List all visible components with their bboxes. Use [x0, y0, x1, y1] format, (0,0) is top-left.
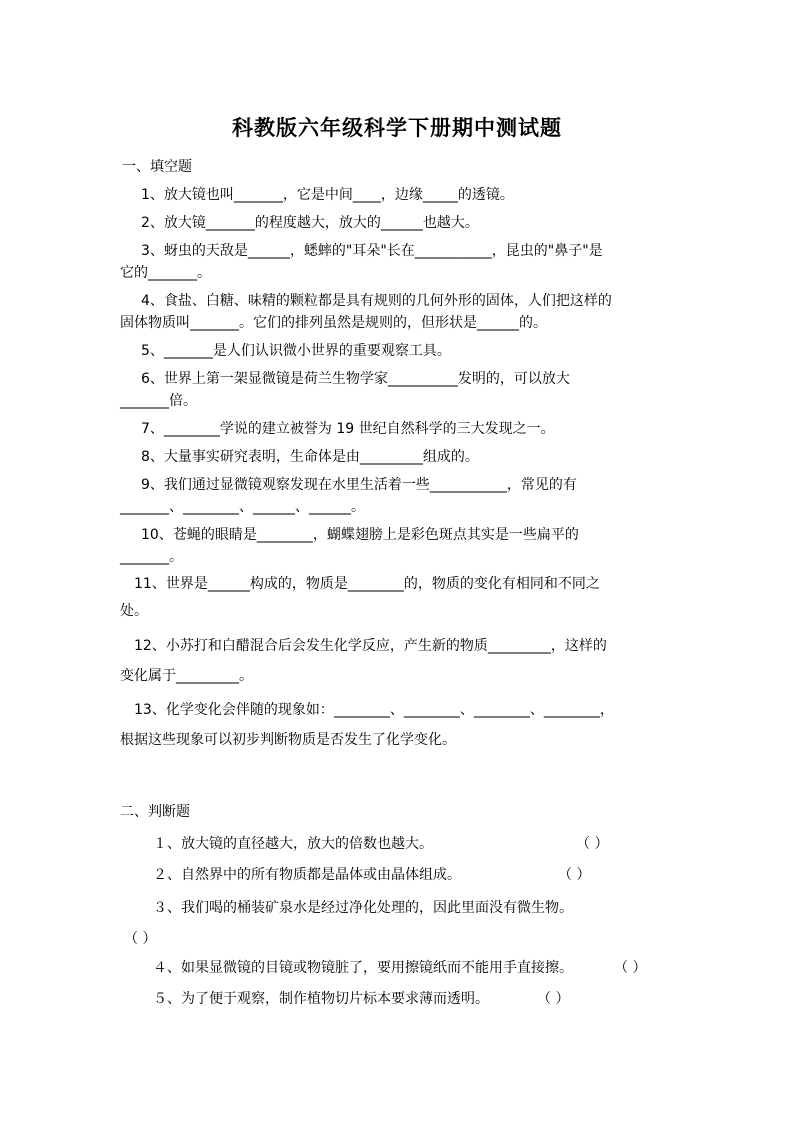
fill-blank-line: 5、_______是人们认识微小世界的重要观察工具。 [141, 343, 451, 359]
fill-blank-line: 7、________学说的建立被誉为 19 世纪自然科学的三大发现之一。 [141, 421, 555, 437]
fill-blank-line: _______倍。 [120, 393, 197, 409]
answer-bracket: （ ） [576, 836, 609, 852]
fill-blank-line: 变化属于_________。 [120, 668, 253, 684]
fill-blank-line: 6、世界上第一架显微镜是荷兰生物学家__________发明的，可以放大 [141, 371, 570, 387]
section-heading-true-false: 二、判断题 [120, 804, 190, 820]
fill-blank-line: 13、化学变化会伴随的现象如：________、________、________、________， [134, 702, 614, 718]
fill-blank-line: 它的_______。 [120, 265, 211, 281]
fill-blank-line: 8、大量事实研究表明，生命体是由_________组成的。 [141, 449, 479, 465]
true-false-item: ２、自然界中的所有物质都是晶体或由晶体组成。 [153, 867, 461, 883]
true-false-item: ３、我们喝的桶装矿泉水是经过净化处理的，因此里面没有微生物。 [153, 900, 573, 916]
answer-bracket: （ ） [124, 931, 157, 947]
true-false-item: １、放大镜的直径越大，放大的倍数也越大。 [153, 836, 433, 852]
fill-blank-line: 处。 [120, 603, 148, 619]
fill-blank-line: 固体物质叫_______。它们的排列虽然是规则的，但形状是______的。 [120, 315, 547, 331]
fill-blank-line: 10、苍蝇的眼睛是________，蝴蝶翅膀上是彩色斑点其实是一些扁平的 [141, 527, 579, 543]
fill-blank-line: 2、放大镜_______的程度越大，放大的______也越大。 [141, 215, 479, 231]
section-heading-fill-blank: 一、填空题 [122, 159, 192, 175]
true-false-item: ４、如果显微镜的目镜或物镜脏了，要用擦镜纸而不能用手直接擦。 [153, 960, 573, 976]
fill-blank-line: 1、放大镜也叫_______，它是中间____，边缘_____的透镜。 [141, 187, 514, 203]
fill-blank-line: 11、世界是______构成的，物质是________的，物质的变化有相同和不同之 [134, 576, 600, 592]
fill-blank-line: 3、蚜虫的天敌是______，蟋蟀的"耳朵"长在___________，昆虫的"鼻子"是 [141, 243, 603, 259]
fill-blank-line: 12、小苏打和白醋混合后会发生化学反应，产生新的物质_________，这样的 [134, 638, 607, 654]
fill-blank-line: _______。 [120, 549, 183, 565]
answer-bracket: （ ） [558, 867, 591, 883]
answer-bracket: （ ） [614, 960, 647, 976]
fill-blank-line: 9、我们通过显微镜观察发现在水里生活着一些___________，常见的有 [141, 477, 577, 493]
fill-blank-line: 4、食盐、白糖、味精的颗粒都是具有规则的几何外形的固体，人们把这样的 [141, 293, 612, 309]
true-false-item: ５、为了便于观察，制作植物切片标本要求薄而透明。 [153, 991, 489, 1007]
fill-blank-line: 根据这些现象可以初步判断物质是否发生了化学变化。 [120, 732, 456, 748]
answer-bracket: （ ） [537, 991, 570, 1007]
fill-blank-line: _______、________、______、______。 [120, 499, 365, 515]
exam-title: 科教版六年级科学下册期中测试题 [232, 115, 562, 140]
